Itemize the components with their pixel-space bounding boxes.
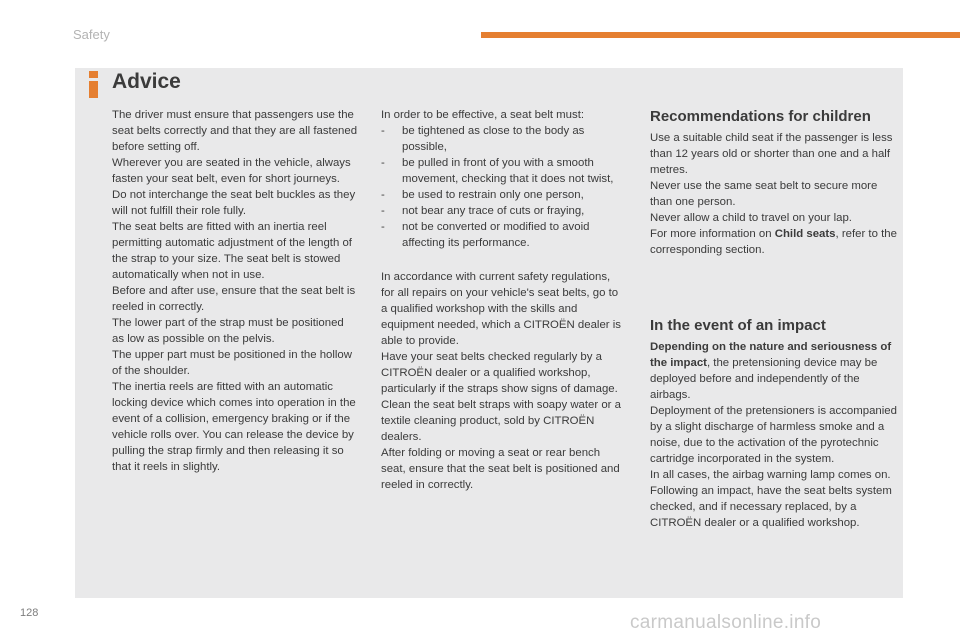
impact-section-title: In the event of an impact [650,317,826,334]
list-dash: - [381,221,385,233]
children-section [650,130,898,258]
paragraph: Have your seat belts checked regularly by a CITROËN dealer or a qualified workshop, particularly if the straps show signs of damage. [381,351,618,395]
paragraph: The upper part must be positioned in the hollow of the shoulder. [112,349,352,377]
list-item [381,187,626,203]
paragraph: Wherever you are seated in the vehicle, always fasten your seat belt, even for short journeys. [112,157,351,185]
watermark: carmanualsonline.info [630,612,822,633]
paragraph: Before and after use, ensure that the seat belt is reeled in correctly. [112,285,356,313]
list-item-text: be tightened as close to the body as possible, [402,125,585,153]
paragraph: In all cases, the airbag warning lamp comes on. [650,469,891,481]
list-dash: - [381,205,385,217]
advice-title: Advice [112,70,181,93]
impact-lead-bold: Depending on the nature and seriousness of the impact [650,341,892,369]
impact-section [650,339,898,531]
paragraph: Use a suitable child seat if the passenger is less than 12 years old or shorter than one and a half metres. [650,132,893,176]
page-number: 128 [20,607,39,619]
paragraph: The lower part of the strap must be positioned as low as possible on the pelvis. [112,317,344,345]
impact-lead-text: , the pretensioning device may be deployed before and independently of the airbags. [650,357,878,401]
paragraph: Following an impact, have the seat belts system checked, and if necessary replaced, by a CITROËN dealer or a qualified workshop. [650,485,892,529]
info-icon-stem [89,81,98,98]
spacer [381,251,626,269]
more-info-prefix: For more information on [650,228,775,240]
list-dash: - [381,125,385,137]
list-item [381,219,626,251]
paragraph: Deployment of the pretensioners is accompanied by a slight discharge of harmless smoke and a noise, due to the activation of the pyrotechnic cartridge incorporated in the system. [650,405,897,465]
seat-belt-requirements-list [381,123,626,251]
list-item [381,123,626,155]
paragraph: The driver must ensure that passengers use the seat belts correctly and that they are all fastened before setting off. [112,109,358,153]
list-item [381,203,626,219]
paragraph: Never use the same seat belt to secure more than one person. [650,180,878,208]
header-accent-bar [481,32,960,38]
list-item-text: not bear any trace of cuts or fraying, [402,205,585,217]
list-item [381,155,626,187]
section-label: Safety [73,27,110,42]
paragraph: The seat belts are fitted with an inertia reel permitting automatic adjustment of the length of the strap to your size. The seat belt is stowed automatically when not in use. [112,221,352,281]
child-seats-reference: Child seats [774,228,836,240]
list-item-text: be used to restrain only one person, [402,189,584,201]
advice-column-1 [112,107,358,475]
paragraph [650,339,898,403]
paragraph: Do not interchange the seat belt buckles as they will not fulfill their role fully. [112,189,356,217]
more-info-suffix: , refer to the corresponding section. [650,228,897,256]
paragraph: Never allow a child to travel on your lap. [650,212,852,224]
paragraph: Clean the seat belt straps with soapy water or a textile cleaning product, sold by CITROËN dealers. [381,399,621,443]
paragraph [650,226,898,258]
list-item-text: be pulled in front of you with a smooth movement, checking that it does not twist, [402,157,614,185]
list-dash: - [381,189,385,201]
paragraph: After folding or moving a seat or rear bench seat, ensure that the seat belt is positioned and reeled in correctly. [381,447,620,491]
list-dash: - [381,157,385,169]
info-icon-dot [89,71,98,78]
list-intro: In order to be effective, a seat belt must: [381,109,585,121]
list-item-text: not be converted or modified to avoid affecting its performance. [402,221,590,249]
paragraph: The inertia reels are fitted with an automatic locking device which comes into operation in the event of a collision, emergency braking or if the vehicle rolls over. You can release the device by pulling the strap firmly and then releasing it so that it reels in slightly. [112,381,356,473]
paragraph: In accordance with current safety regulations, for all repairs on your vehicle's seat belts, go to a qualified workshop with the skills and equipment needed, which a CITROËN dealer is able to provide. [381,271,621,347]
advice-column-2 [381,107,626,493]
info-icon [88,71,99,98]
children-section-title: Recommendations for children [650,108,871,125]
